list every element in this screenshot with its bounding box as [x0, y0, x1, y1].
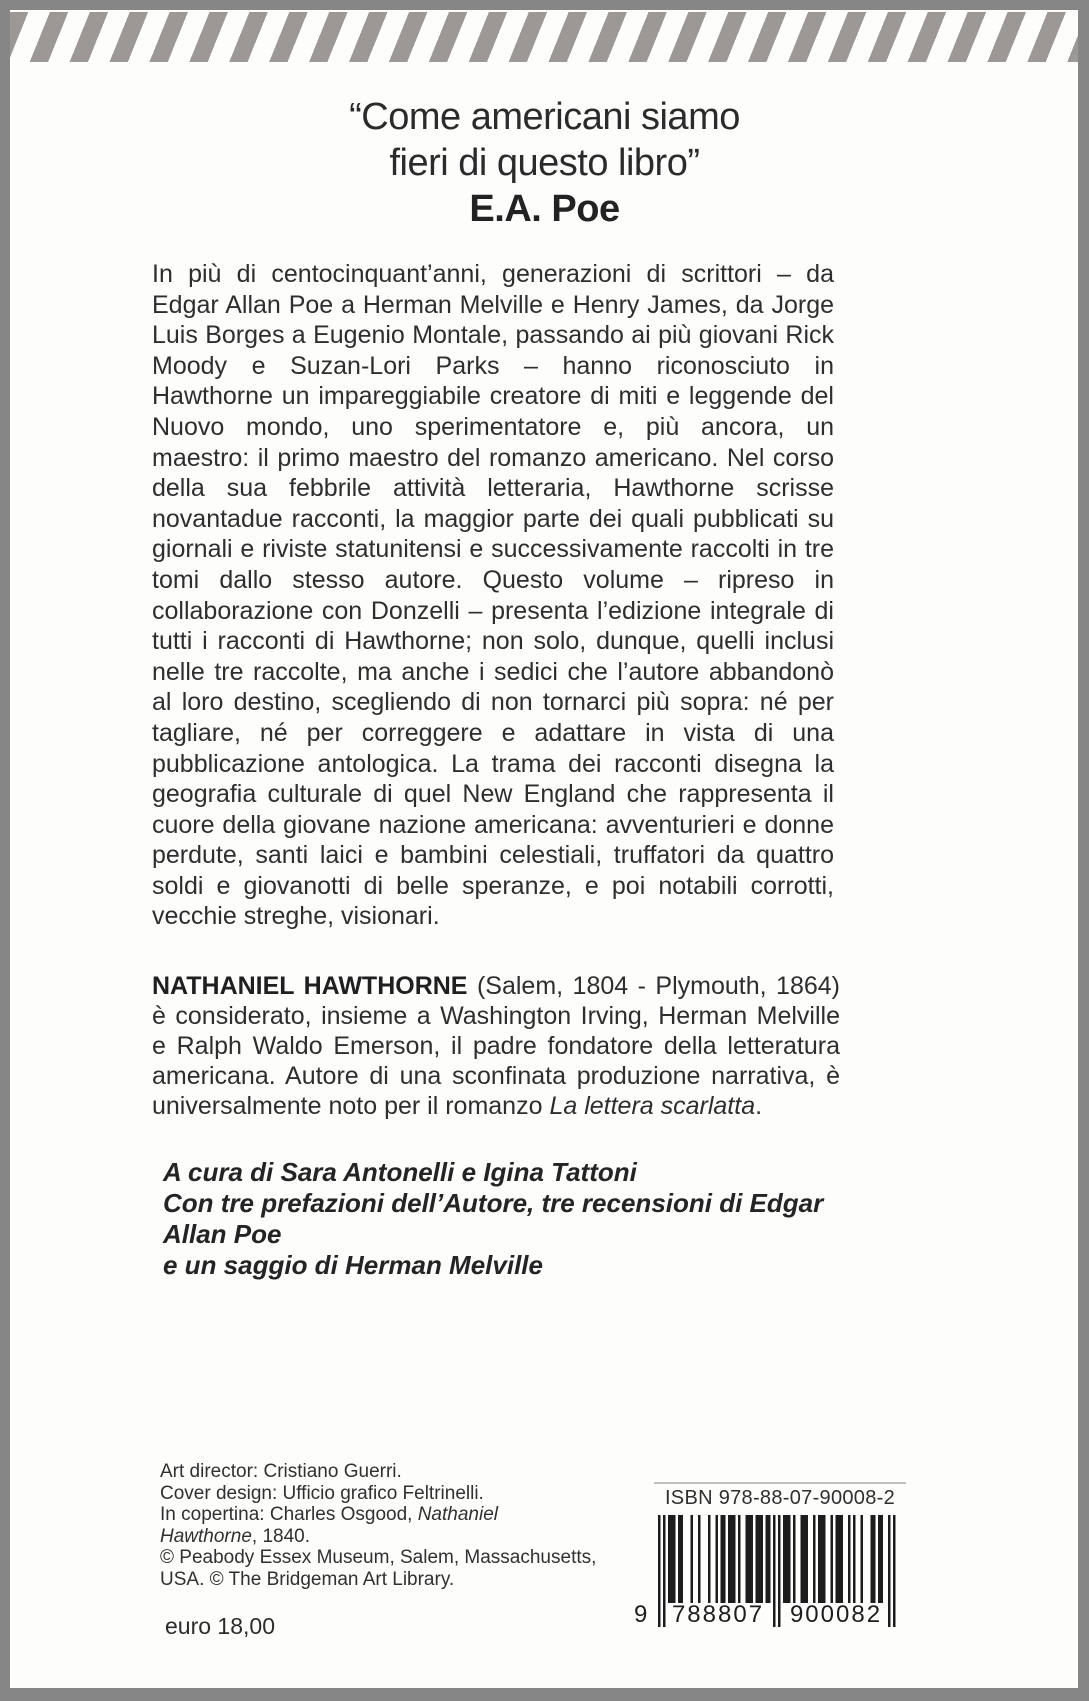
barcode-digits-group2: 900082 [789, 1601, 883, 1628]
credit-museum: © Peabody Essex Museum, Salem, Massachusetts, [160, 1547, 597, 1568]
bio-closing: . [755, 1092, 763, 1120]
quote-attribution: E.A. Poe [469, 188, 620, 230]
cover-credits-block [160, 1461, 640, 1590]
editors-line-3: e un saggio di Herman Melville [163, 1250, 543, 1280]
diagonal-stripes-band [10, 12, 1078, 62]
ean13-barcode [634, 1515, 896, 1628]
bio-text: (Salem, 1804 - Plymouth, 1864) è considerato, insieme a Washington Irving, Herman Melville e Ralph Waldo Emerson, il padre fondatore della letteratura americana. Autore di una sconfinata produzione narrativa, è universalmente noto per il romanzo [152, 972, 841, 1120]
poe-quote [0, 94, 1089, 232]
editors-block [163, 1157, 883, 1281]
author-bio-paragraph [152, 971, 840, 1121]
barcode-top-rule [654, 1482, 906, 1484]
isbn-label: ISBN 978-88-07-90008-2 [664, 1487, 896, 1509]
barcode-digit-left: 9 [634, 1601, 650, 1628]
quote-line-1: “Come americani siamo [349, 96, 740, 138]
quote-line-2: fieri di questo libro” [389, 142, 700, 184]
credit-art-director: Art director: Cristiano Guerri. [160, 1461, 402, 1482]
credit-cover-art-line-2: Hawthorne, 1840. [160, 1525, 310, 1547]
credit-cover-art-line-1: In copertina: Charles Osgood, Nathaniel [160, 1504, 498, 1525]
author-name: NATHANIEL HAWTHORNE [152, 972, 468, 1000]
credit-library: USA. © The Bridgeman Art Library. [160, 1568, 455, 1590]
price-label: euro 18,00 [165, 1613, 275, 1639]
description-paragraph: In più di centocinquant’anni, generazioni di scrittori – da Edgar Allan Poe a Herman Melville e Henry James, da Jorge Luis Borges a Eugenio Montale, passando ai più giovani Rick Moody e Suzan-Lori Parks – hanno riconosciuto in Hawthorne un impareggiabile creatore di miti e leggende del Nuovo mondo, uno sperimentatore e, più ancora, un maestro: il primo maestro del romanzo americano. Nel corso della sua febbrile attività letteraria, Hawthorne scrisse novantadue racconti, la maggior parte dei quali pubblicati su giornali e riviste statunitensi e successivamente raccolti in tre tomi dallo stesso autore. Questo volume – ripreso in collaborazione con Donzelli – presenta l’edizione integrale di tutti i racconti di Hawthorne; non solo, dunque, quelli inclusi nelle tre raccolte, ma anche i sedici che l’autore abbandonò al loro destino, scegliendo di non tornarci più sopra: né per tagliare, né per correggere e adattare in vista di una pubblicazione antologica. La trama dei racconti disegna la geografia culturale di quel New England che rappresenta il cuore della giovane nazione americana: avventurieri e donne perdute, santi laici e bambini celestiali, truffatori da quattro soldi e giovanotti di belle speranze, e poi notabili corrotti, vecchie streghe, visionari. [152, 260, 834, 931]
editors-line-2: Con tre prefazioni dell’Autore, tre recensioni di Edgar Allan Poe [163, 1188, 824, 1249]
editors-line-1: A cura di Sara Antonelli e Igina Tattoni [163, 1157, 637, 1187]
barcode-digits-group1: 788807 [671, 1601, 765, 1628]
book-title: La lettera scarlatta [549, 1092, 756, 1120]
barcode-block [634, 1482, 906, 1628]
credit-cover-design: Cover design: Ufficio grafico Feltrinelli. [160, 1482, 484, 1504]
